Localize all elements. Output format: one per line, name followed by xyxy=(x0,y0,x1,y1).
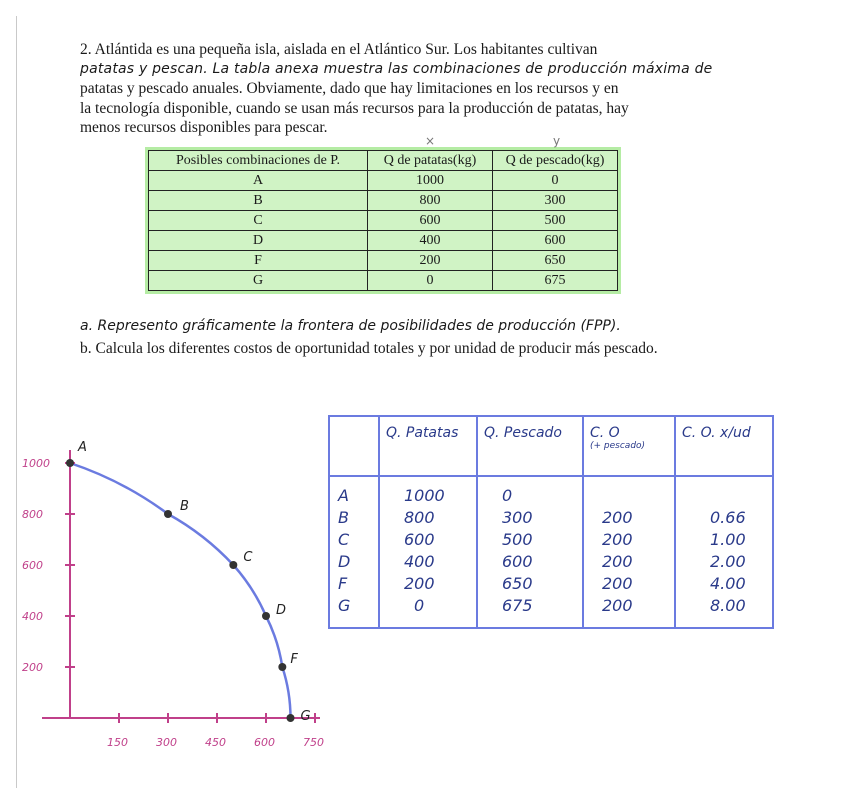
x-tick-label: 150 xyxy=(107,736,128,749)
opportunity-cost-table xyxy=(328,415,774,629)
opportunity-cost-body-row xyxy=(329,476,773,628)
point-label-b: B xyxy=(180,499,189,514)
row-label: G xyxy=(149,271,368,291)
row-label: F xyxy=(149,251,368,271)
label-g: G xyxy=(338,596,351,615)
column-labels xyxy=(329,476,379,628)
row-fish: 500 xyxy=(493,211,618,231)
patatas-b: 800 xyxy=(404,508,435,527)
row-potatoes: 1000 xyxy=(368,171,493,191)
point-c xyxy=(229,561,237,569)
question-b: b. Calcula los diferentes costos de oportunidad totales y por unidad de producir más pescado. xyxy=(80,340,658,357)
patatas-d: 400 xyxy=(404,552,435,571)
problem-line-2-handwritten: patatas y pescan. La tabla anexa muestra las combinaciones de producción máxima de xyxy=(80,60,713,77)
row-potatoes: 400 xyxy=(368,231,493,251)
pescado-c: 500 xyxy=(502,530,533,549)
pencil-mark-y: y xyxy=(553,134,561,148)
header-q-patatas: Q. Patatas xyxy=(379,416,477,476)
ppf-graph xyxy=(20,430,330,760)
header-empty xyxy=(329,416,379,476)
x-tick-label: 450 xyxy=(205,736,226,749)
row-fish: 300 xyxy=(493,191,618,211)
problem-line-1: 2. Atlántida es una pequeña isla, aislada en el Atlántico Sur. Los habitantes cultivan xyxy=(80,41,598,58)
column-pescado xyxy=(477,476,583,628)
table-row xyxy=(149,191,618,211)
co-g: 200 xyxy=(602,596,633,615)
co-unit-g: 8.00 xyxy=(710,596,746,615)
row-label: D xyxy=(149,231,368,251)
co-unit-c: 1.00 xyxy=(710,530,746,549)
header-potatoes: Q de patatas(kg) xyxy=(368,151,493,171)
pescado-b: 300 xyxy=(502,508,533,527)
point-label-f: F xyxy=(290,652,298,667)
row-fish: 0 xyxy=(493,171,618,191)
problem-line-5: menos recursos disponibles para pescar. xyxy=(80,119,328,136)
problem-line-3: patatas y pescado anuales. Obviamente, dado que hay limitaciones en los recursos y en xyxy=(80,80,619,97)
row-label: B xyxy=(149,191,368,211)
header-co-label: C. O xyxy=(590,425,620,441)
table-row xyxy=(149,171,618,191)
header-combinations: Posibles combinaciones de P. xyxy=(149,151,368,171)
row-potatoes: 800 xyxy=(368,191,493,211)
header-q-pescado: Q. Pescado xyxy=(477,416,583,476)
column-co xyxy=(583,476,675,628)
table-row xyxy=(149,251,618,271)
y-tick-label: 1000 xyxy=(22,457,50,470)
point-label-d: D xyxy=(276,603,287,618)
row-potatoes: 600 xyxy=(368,211,493,231)
y-tick-label: 400 xyxy=(22,610,43,623)
table-row xyxy=(149,231,618,251)
patatas-a: 1000 xyxy=(404,486,445,505)
x-tick-label: 600 xyxy=(254,736,275,749)
patatas-c: 600 xyxy=(404,530,435,549)
co-d: 200 xyxy=(602,552,633,571)
label-a: A xyxy=(338,486,349,505)
production-table-header-row xyxy=(149,151,618,171)
point-g xyxy=(287,714,295,722)
label-d: D xyxy=(338,552,351,571)
x-tick-label: 750 xyxy=(303,736,324,749)
pencil-mark-x: × xyxy=(425,134,436,148)
y-tick-label: 800 xyxy=(22,508,43,521)
pescado-d: 600 xyxy=(502,552,533,571)
row-potatoes: 200 xyxy=(368,251,493,271)
co-b: 200 xyxy=(602,508,633,527)
co-c: 200 xyxy=(602,530,633,549)
problem-line-4: la tecnología disponible, cuando se usan más recursos para la producción de patatas, hay xyxy=(80,99,629,117)
question-a-handwritten: a. Represento gráficamente la frontera de posibilidades de producción (FPP). xyxy=(80,318,621,334)
point-f xyxy=(278,663,286,671)
header-co-unit: C. O. x/ud xyxy=(675,416,773,476)
row-fish: 675 xyxy=(493,271,618,291)
column-co-unit xyxy=(675,476,773,628)
point-d xyxy=(262,612,270,620)
co-unit-b: 0.66 xyxy=(710,508,746,527)
table-row xyxy=(149,211,618,231)
co-unit-d: 2.00 xyxy=(710,552,746,571)
opportunity-cost-header-row xyxy=(329,416,773,476)
point-label-a: A xyxy=(78,440,87,455)
label-f: F xyxy=(338,574,348,593)
header-co-sub: (+ pescado) xyxy=(590,441,646,451)
row-potatoes: 0 xyxy=(368,271,493,291)
patatas-f: 200 xyxy=(404,574,435,593)
problem-statement xyxy=(80,40,730,138)
co-unit-f: 4.00 xyxy=(710,574,746,593)
pescado-f: 650 xyxy=(502,574,533,593)
pescado-g: 675 xyxy=(502,596,533,615)
x-tick-label: 300 xyxy=(156,736,177,749)
label-c: C xyxy=(338,530,350,549)
y-tick-label: 200 xyxy=(22,661,43,674)
patatas-g: 0 xyxy=(414,596,425,615)
header-fish: Q de pescado(kg) xyxy=(493,151,618,171)
point-a xyxy=(66,459,74,467)
table-row xyxy=(149,271,618,291)
pescado-a: 0 xyxy=(502,486,513,505)
graph-axes xyxy=(42,450,320,718)
row-label: A xyxy=(149,171,368,191)
co-f: 200 xyxy=(602,574,633,593)
point-label-c: C xyxy=(243,550,253,565)
graph-points xyxy=(66,440,311,724)
row-fish: 600 xyxy=(493,231,618,251)
row-fish: 650 xyxy=(493,251,618,271)
production-table xyxy=(148,150,618,291)
row-label: C xyxy=(149,211,368,231)
column-patatas xyxy=(379,476,477,628)
y-tick-label: 600 xyxy=(22,559,43,572)
header-co xyxy=(583,416,675,476)
point-b xyxy=(164,510,172,518)
point-label-g: G xyxy=(300,709,311,724)
label-b: B xyxy=(338,508,349,527)
